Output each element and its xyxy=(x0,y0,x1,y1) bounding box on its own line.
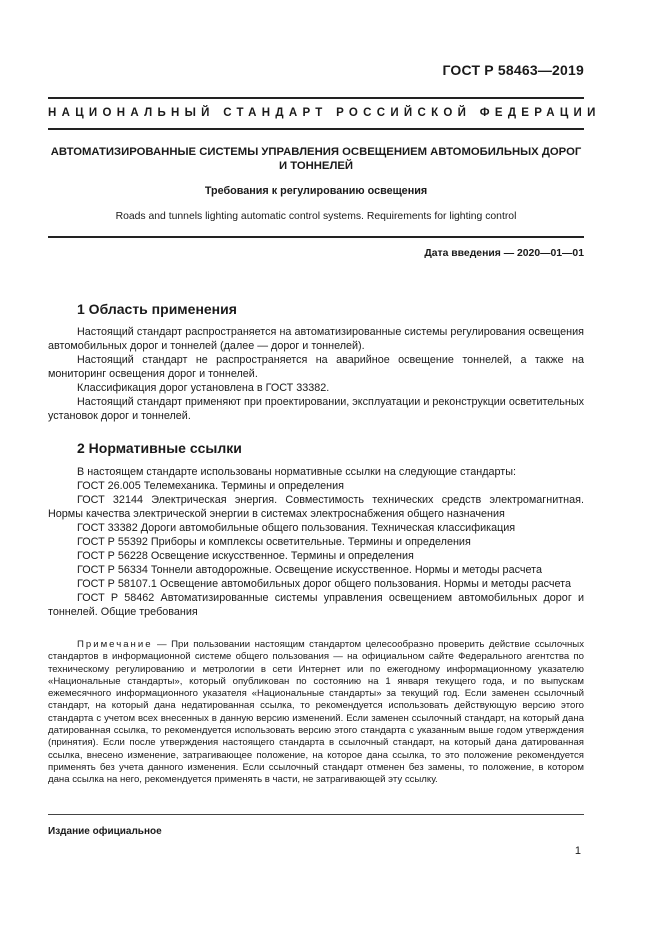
paragraph: Классификация дорог установлена в ГОСТ 33382. xyxy=(77,382,330,394)
note-text: — При пользовании настоящим стандартом целесообразно проверить действие ссылочных стандартов в информационной системе общего пользования — на официальном сайте Федерального агентства по техническому регулированию и метрологии в сети Интернет или по ежегодному информационному указателю «Национальные стандарты», который опубликован по состоянию на 1 января текущего года, и по выпускам ежемесячного информационного указателя «Национальные стандарты» за текущий год. Если заменен ссылочный стандарт, на который дана недатированная ссылка, то рекомендуется использовать действующую версию этого стандарта с учетом всех внесенных в данную версию изменений. Если заменен ссылочный стандарт, на который дана датированная ссылка, то рекомендуется использовать версию этого стандарта с указанным выше годом утверждения (принятия). Если после утверждения настоящего стандарта в ссылочный стандарт, на который дана датированная ссылка, внесено изменение, затрагивающее положение, на которое дана ссылка, то это положение рекомендуется применять без учета данного изменения. Если ссылочный стандарт отменен без замены, то положение, в котором дана ссылка на него, рекомендуется применять в части, не затрагивающей эту ссылку. xyxy=(48,639,584,786)
note-paragraph xyxy=(48,639,584,787)
edition-label: Издание официальное xyxy=(48,826,162,837)
reference-item: ГОСТ 33382 Дороги автомобильные общего пользования. Техническая классификация xyxy=(77,522,516,534)
footer-rule xyxy=(48,814,584,815)
title-bottom-rule xyxy=(48,236,584,238)
page-number: 1 xyxy=(574,845,581,857)
paragraph: В настоящем стандарте использованы нормативные ссылки на следующие стандарты: xyxy=(77,466,516,478)
title-line-1: АВТОМАТИЗИРОВАННЫЕ СИСТЕМЫ УПРАВЛЕНИЯ ОСВЕЩЕНИЕМ АВТОМОБИЛЬНЫХ ДОРОГ xyxy=(50,146,582,158)
section-2-heading: 2 Нормативные ссылки xyxy=(77,440,242,456)
paragraph: Настоящий стандарт применяют при проектировании, эксплуатации и реконструкции осветительных установок дорог и тоннелей. xyxy=(48,396,584,422)
note-block xyxy=(48,639,584,787)
national-standard-heading: НАЦИОНАЛЬНЫЙ СТАНДАРТ РОССИЙСКОЙ ФЕДЕРАЦИИ xyxy=(48,107,601,119)
top-rule xyxy=(48,97,584,99)
paragraph: Настоящий стандарт распространяется на автоматизированные системы регулирования освещения автомобильных дорог и тоннелей (далее — дорог и тоннелей). xyxy=(48,326,584,352)
title-line-2: И ТОННЕЛЕЙ xyxy=(278,160,354,172)
section-2-body xyxy=(48,465,584,619)
reference-item: ГОСТ 26.005 Телемеханика. Термины и определения xyxy=(77,480,344,492)
reference-item: ГОСТ Р 56334 Тоннели автодорожные. Освещение искусственное. Нормы и методы расчета xyxy=(77,564,542,576)
introduction-date: Дата введения — 2020—01—01 xyxy=(424,248,584,259)
section-1-heading: 1 Область применения xyxy=(77,301,237,317)
gost-code: ГОСТ Р 58463—2019 xyxy=(442,62,584,78)
english-title: Roads and tunnels lighting automatic control systems. Requirements for lighting control xyxy=(115,211,517,222)
section-1-body xyxy=(48,325,584,423)
header-bottom-rule xyxy=(48,128,584,130)
reference-item: ГОСТ Р 58462 Автоматизированные системы управления освещением автомобильных дорог и тоннелей. Общие требования xyxy=(48,592,584,618)
paragraph: Настоящий стандарт не распространяется на аварийное освещение тоннелей, а также на мониторинг освещения дорог и тоннелей. xyxy=(48,354,584,380)
reference-item: ГОСТ 32144 Электрическая энергия. Совместимость технических средств электромагнитная. Нормы качества электрической энергии в системах электроснабжения общего назначения xyxy=(48,494,584,520)
reference-item: ГОСТ Р 56228 Освещение искусственное. Термины и определения xyxy=(77,550,414,562)
reference-item: ГОСТ Р 58107.1 Освещение автомобильных дорог общего пользования. Нормы и методы расчета xyxy=(77,578,571,590)
document-title xyxy=(48,145,584,173)
document-subtitle: Требования к регулированию освещения xyxy=(204,185,428,197)
reference-item: ГОСТ Р 55392 Приборы и комплексы осветительные. Термины и определения xyxy=(77,536,471,548)
note-label: Примечание xyxy=(77,639,153,650)
